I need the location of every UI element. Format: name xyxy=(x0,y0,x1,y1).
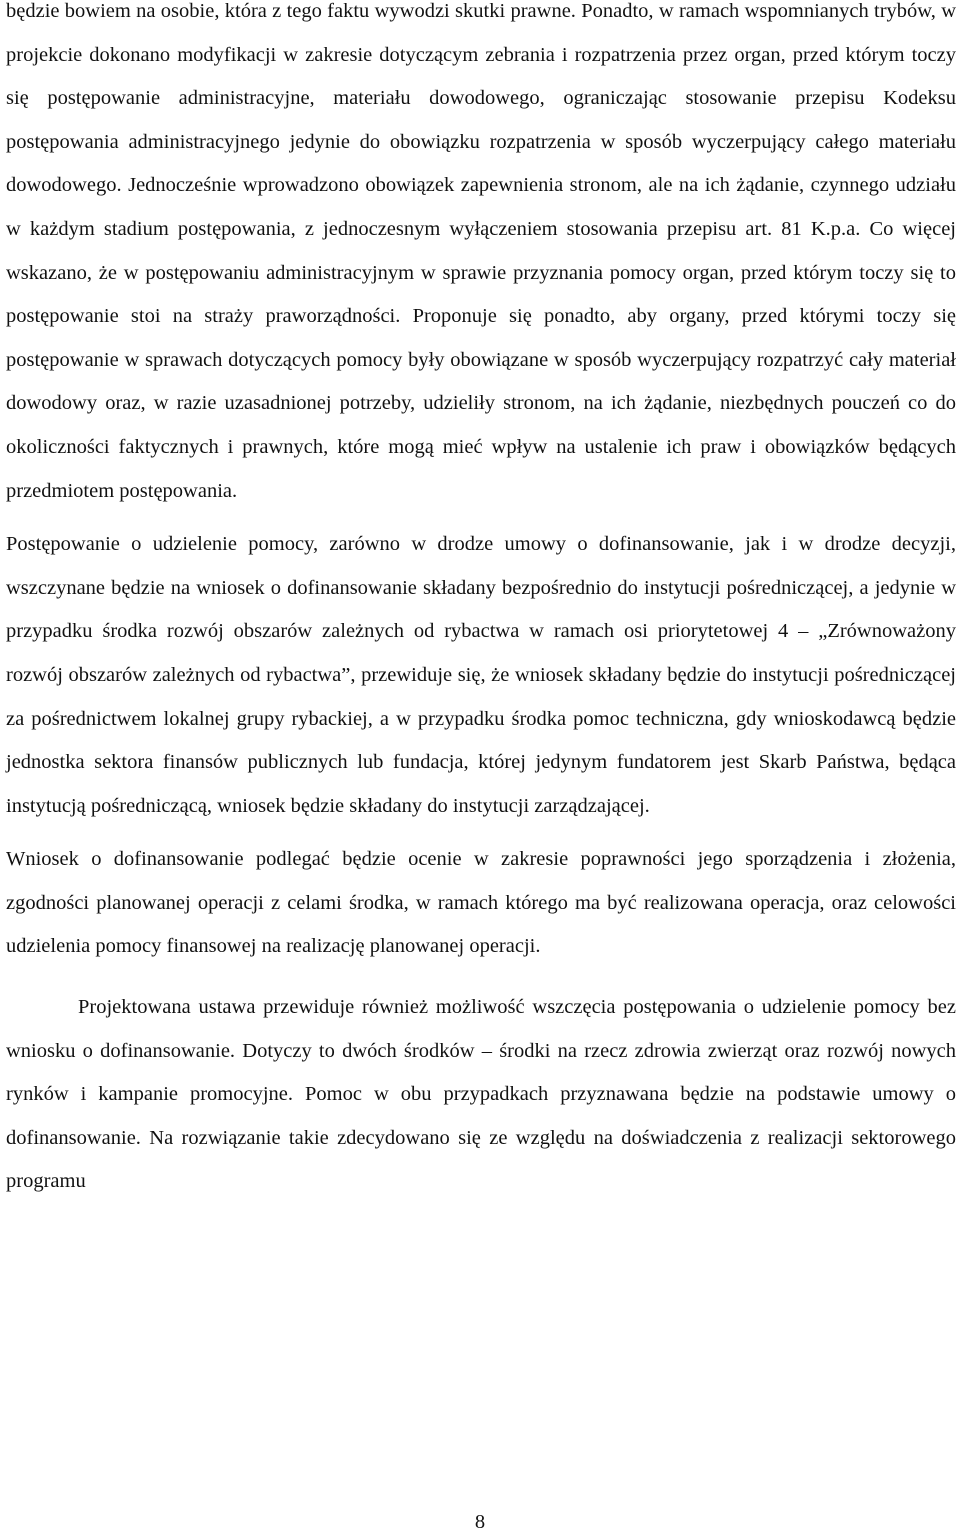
page-number: 8 xyxy=(474,1511,486,1533)
paragraph-4: Projektowana ustawa przewiduje również możliwość wszczęcia postępowania o udzielenie pomocy bez wniosku o dofinansowanie. Dotyczy to dwóch środków – środki na rzecz zdrowia zwierząt oraz rozwój nowych rynków i kampanie promocyjne. Pomoc w obu przypadkach przyznawana będzie na podstawie umowy o dofinansowanie. Na rozwiązanie takie zdecydowano się ze względu na doświadczenia z realizacji sektorowego programu xyxy=(6,996,956,1193)
paragraph-1: będzie bowiem na osobie, która z tego faktu wywodzi skutki prawne. Ponadto, w ramach wspomnianych trybów, w projekcie dokonano modyfikacji w zakresie dotyczącym zebrania i rozpatrzenia przez organ, przed którym toczy się postępowanie administracyjne, materiału dowodowego, ograniczając stosowanie przepisu Kodeksu postępowania administracyjnego jedynie do obowiązku rozpatrzenia w sposób wyczerpujący całego materiału dowodowego. Jednocześnie wprowadzono obowiązek zapewnienia stronom, ale na ich żądanie, czynnego udziału w każdym stadium postępowania, z jednoczesnym wyłączeniem stosowania przepisu art. 81 K.p.a. Co więcej wskazano, że w postępowaniu administracyjnym w sprawie przyznania pomocy organ, przed którym toczy się to postępowanie stoi na straży praworządności. Proponuje się ponadto, aby organy, przed którymi toczy się postępowanie w sprawach dotyczących pomocy były obowiązane w sposób wyczerpujący rozpatrzyć cały materiał dowodowy oraz, w razie uzasadnionej potrzeby, udzieliły stronom, na ich żądanie, niezbędnych pouczeń co do okoliczności faktycznych i prawnych, które mogą mieć wpływ na ustalenie ich praw i obowiązków będących przedmiotem postępowania. xyxy=(6,0,956,502)
paragraph-2: Postępowanie o udzielenie pomocy, zarówno w drodze umowy o dofinansowanie, jak i w drodze decyzji, wszczynane będzie na wniosek o dofinansowanie składany bezpośrednio do instytucji pośredniczącej, a jedynie w przypadku środka rozwój obszarów zależnych od rybactwa w ramach osi priorytetowej 4 – „Zrównoważony rozwój obszarów zależnych od rybactwa”, przewiduje się, że wniosek składany będzie do instytucji pośredniczącej za pośrednictwem lokalnej grupy rybackiej, a w przypadku środka pomoc techniczna, gdy wnioskodawcą będzie jednostka sektora finansów publicznych lub fundacja, której jedynym fundatorem jest Skarb Państwa, będąca instytucją pośredniczącą, wniosek będzie składany do instytucji zarządzającej. xyxy=(6,533,956,817)
paragraph-3: Wniosek o dofinansowanie podlegać będzie ocenie w zakresie poprawności jego sporządzenia i złożenia, zgodności planowanej operacji z celami środka, w ramach którego ma być realizowana operacja, oraz celowości udzielenia pomocy finansowej na realizację planowanej operacji. xyxy=(6,848,956,958)
document-page xyxy=(6,0,956,1204)
